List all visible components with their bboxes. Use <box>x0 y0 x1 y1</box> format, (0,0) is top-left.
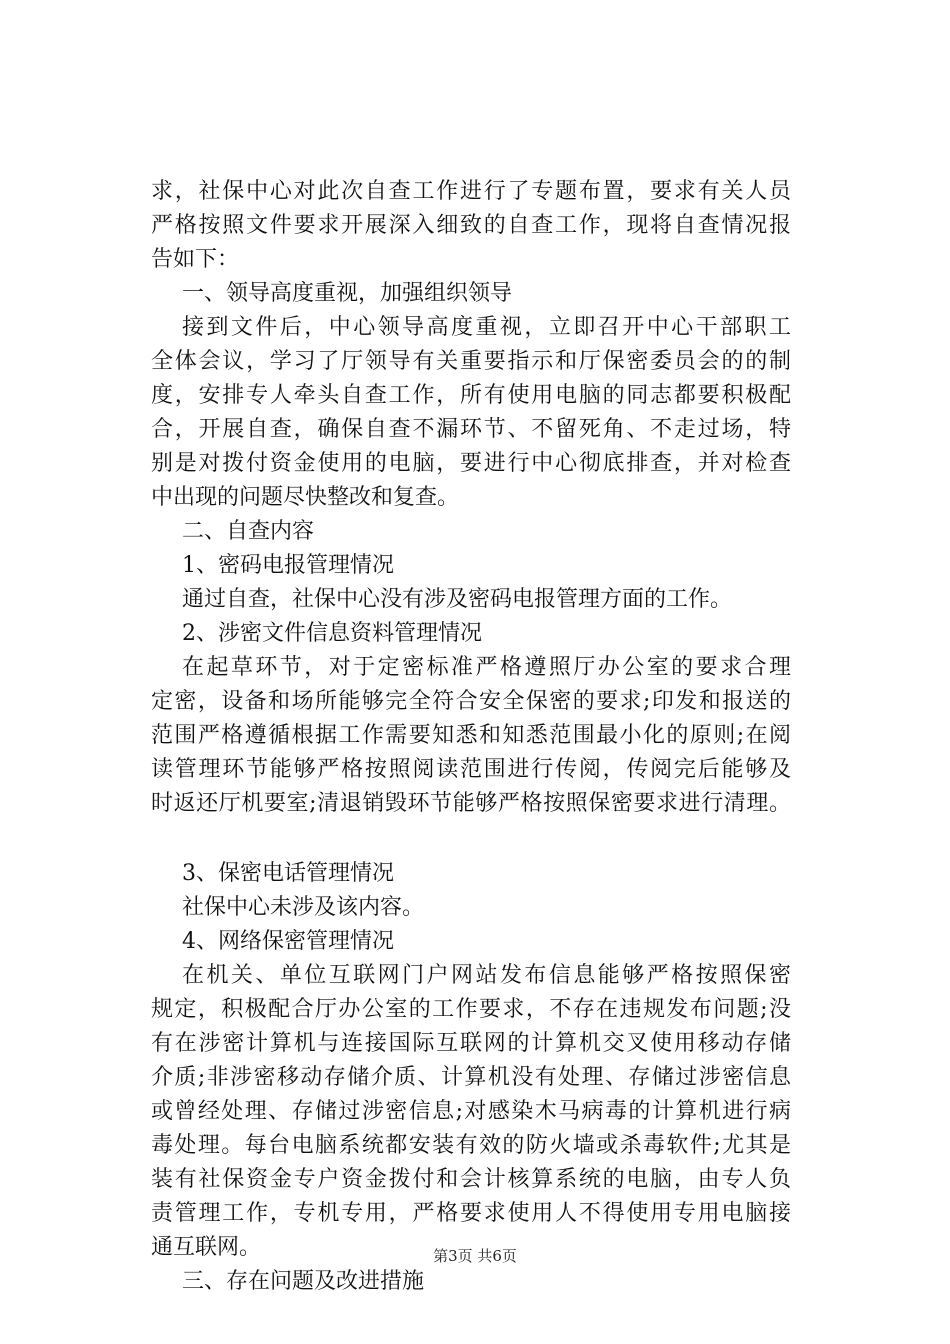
paragraph-line: 接到文件后，中心领导高度重视，立即召开中心干部职工 <box>182 315 791 340</box>
paragraph-line: 通过自查，社保中心没有涉及密码电报管理方面的工作。 <box>182 587 733 612</box>
paragraph-line: 通互联网。 <box>151 1235 262 1260</box>
section-heading: 一、领导高度重视，加强组织领导 <box>182 281 513 306</box>
paragraph-line: 规定，积极配合厅办公室的工作要求，不存在违规发布问题;没 <box>151 997 791 1022</box>
subsection-heading: 3、保密电话管理情况 <box>182 861 394 886</box>
paragraph-line: 合，开展自查，确保自查不漏环节、不留死角、不走过场，特 <box>151 417 791 442</box>
subsection-heading: 1、密码电报管理情况 <box>182 553 394 578</box>
paragraph-line: 介质;非涉密移动存储介质、计算机没有处理、存储过涉密信息 <box>151 1065 791 1090</box>
paragraph-line: 责管理工作，专机专用，严格要求使用人不得使用专用电脑接 <box>151 1201 791 1226</box>
page-number-footer: 第3页 共6页 <box>433 1247 517 1265</box>
section-heading: 三、存在问题及改进措施 <box>182 1269 425 1294</box>
paragraph-line: 定密，设备和场所能够完全符合安全保密的要求;印发和报送的 <box>151 689 791 714</box>
paragraph-line: 范围严格遵循根据工作需要知悉和知悉范围最小化的原则;在阅 <box>151 723 791 748</box>
paragraph-line: 有在涉密计算机与连接国际互联网的计算机交叉使用移动存储 <box>151 1031 791 1056</box>
paragraph-line: 装有社保资金专户资金拨付和会计核算系统的电脑，由专人负 <box>151 1167 791 1192</box>
paragraph-line: 别是对拨付资金使用的电脑，要进行中心彻底排查，并对检查 <box>151 451 791 476</box>
paragraph-line: 读管理环节能够严格按照阅读范围进行传阅，传阅完后能够及 <box>151 757 791 782</box>
paragraph-line: 告如下： <box>151 247 240 272</box>
section-heading: 二、自查内容 <box>182 519 315 544</box>
paragraph-line: 求，社保中心对此次自查工作进行了专题布置，要求有关人员 <box>151 179 791 204</box>
paragraph-line: 全体会议，学习了厅领导有关重要指示和厅保密委员会的的制 <box>151 349 791 374</box>
subsection-heading: 4、网络保密管理情况 <box>182 929 394 954</box>
paragraph-line: 毒处理。每台电脑系统都安装有效的防火墙或杀毒软件;尤其是 <box>151 1133 791 1158</box>
paragraph-line: 中出现的问题尽快整改和复查。 <box>151 485 460 510</box>
paragraph-line: 严格按照文件要求开展深入细致的自查工作，现将自查情况报 <box>151 213 791 238</box>
paragraph-line: 或曾经处理、存储过涉密信息;对感染木马病毒的计算机进行病 <box>151 1099 791 1124</box>
subsection-heading: 2、涉密文件信息资料管理情况 <box>182 621 482 646</box>
paragraph-line: 社保中心未涉及该内容。 <box>182 895 425 920</box>
paragraph-line: 度，安排专人牵头自查工作，所有使用电脑的同志都要积极配 <box>151 383 791 408</box>
paragraph-line: 时返还厅机要室;清退销毁环节能够严格按照保密要求进行清理。 <box>151 791 791 816</box>
paragraph-line: 在起草环节，对于定密标准严格遵照厅办公室的要求合理 <box>182 655 791 680</box>
paragraph-line: 在机关、单位互联网门户网站发布信息能够严格按照保密 <box>182 963 791 988</box>
